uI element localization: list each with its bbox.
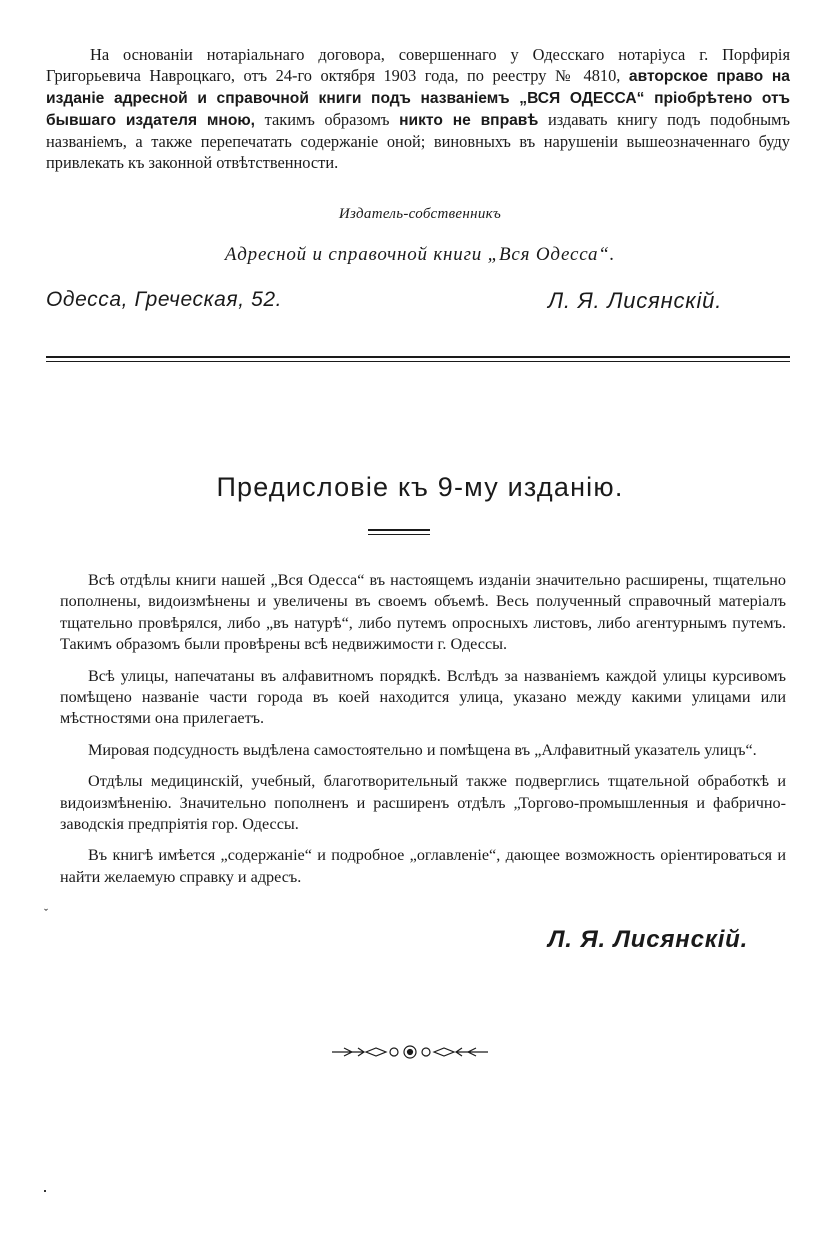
publisher-address: Одесса, Греческая, 52.: [46, 288, 283, 311]
decorative-ornament-icon: [330, 1042, 490, 1062]
signature-bottom: Л. Я. Лисянскій.: [548, 926, 749, 953]
preface-paragraph: Въ книгѣ имѣется „содержаніе“ и подробное „оглавленіе“, дающее возможность оріентироваться и найти желаемую справку и адресъ.: [60, 846, 786, 886]
notice-part-1: На основаніи нотаріальнаго договора, совершеннаго у Одесскаго нотаріуса г. Порфирія Григорьевича Навроцкаго, отъ 24-го октября 1903 года, по реестру № 4810,: [46, 45, 790, 85]
section-divider: [46, 356, 790, 362]
publisher-book-title: Адресной и справочной книги „Вся Одесса“.: [224, 244, 616, 265]
notice-bold-copyright: авторское право на изданіе адресной и справочной книги подъ названіемъ „ВСЯ ОДЕССА“ пріобрѣтено отъ бывшаго издателя мною,: [46, 68, 790, 129]
notice-bold-prohibition: никто не вправѣ: [399, 112, 539, 129]
tick-mark: ˇ: [44, 906, 48, 920]
notice-part-3: издавать книгу подъ подобнымъ названіемъ, а также перепечатать содержаніе оной; виновныхъ въ нарушеніи вышеозначеннаго буду привлекать къ законной отвѣтственности.: [46, 110, 790, 172]
preface-paragraph: Мировая подсудность выдѣлена самостоятельно и помѣщена въ „Алфавитный указатель улицъ“.: [88, 740, 757, 759]
signature-top: Л. Я. Лисянскій.: [548, 288, 723, 313]
copyright-notice: [46, 44, 790, 173]
preface-body: [60, 570, 786, 898]
preface-paragraph: Всѣ отдѣлы книги нашей „Вся Одесса“ въ настоящемъ изданіи значительно расширены, тщательно пополнены, видоизмѣнены и увеличены въ своемъ объемѣ. Весь полученный справочный матеріалъ тщательно провѣрялся, либо „въ натурѣ“, либо путемъ опросныхъ листовъ, либо агентурнымъ путемъ. Такимъ образомъ были провѣрены всѣ недвижимости г. Одессы.: [60, 571, 786, 654]
notice-part-2: такимъ образомъ: [255, 110, 400, 129]
publisher-title: Издатель-собственникъ: [338, 206, 502, 222]
copyright-notice-text: [46, 44, 790, 173]
preface-heading: Предисловіе къ 9-му изданію.: [216, 472, 624, 503]
preface-paragraph: Отдѣлы медицинскій, учебный, благотворительный также подверглись тщательной обработкѣ и видоизмѣненію. Значительно пополненъ и расширенъ отдѣлъ „Торгово-промышленныя и фабрично-заводскія предпріятія гор. Одессы.: [60, 772, 786, 834]
heading-underline: [368, 529, 430, 535]
stray-dot: [44, 1190, 46, 1192]
preface-paragraph: Всѣ улицы, напечатаны въ алфавитномъ порядкѣ. Вслѣдъ за названіемъ каждой улицы курсивомъ помѣщено названіе части города въ коей находится улица, указано между какими улицами или мѣстностями она прилегаетъ.: [60, 666, 786, 728]
